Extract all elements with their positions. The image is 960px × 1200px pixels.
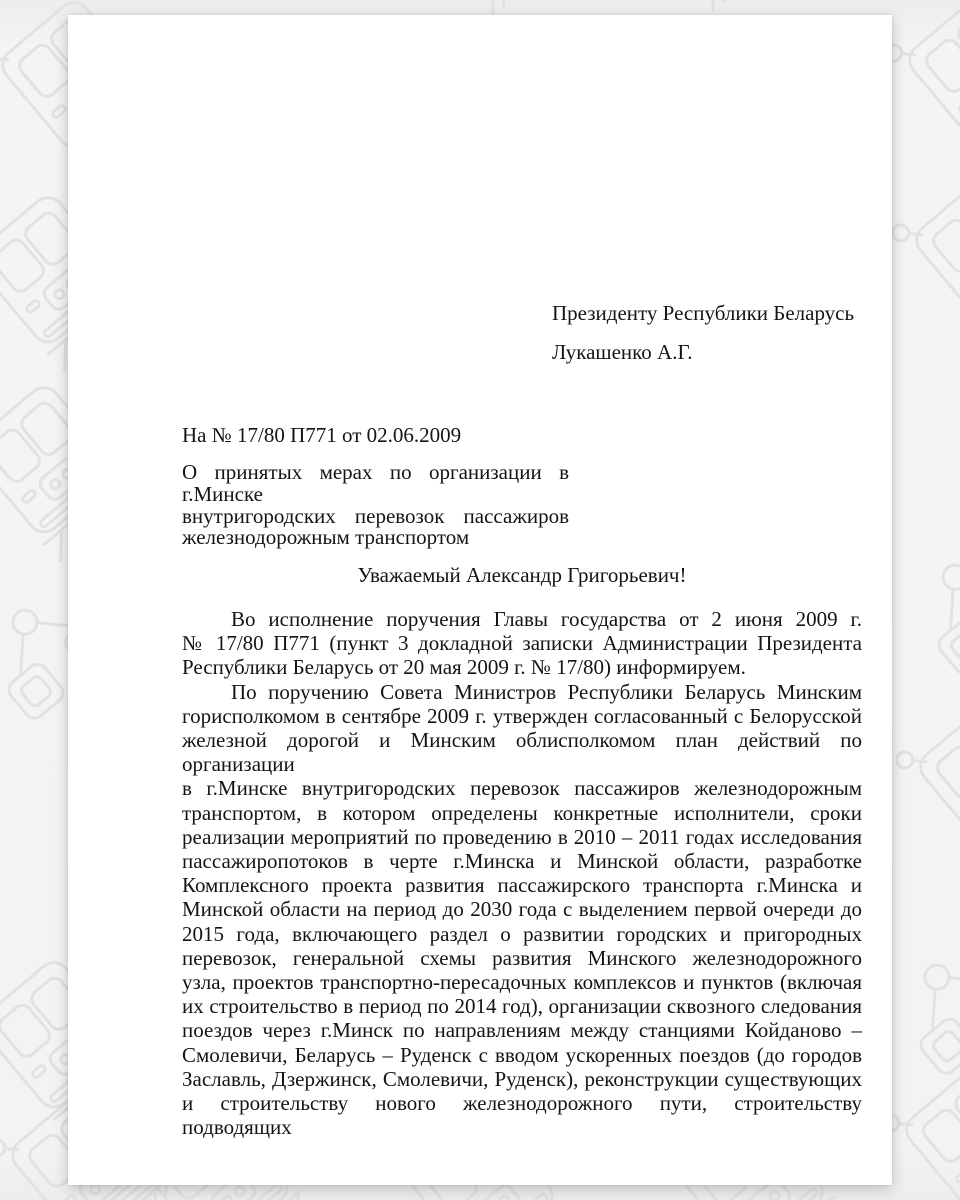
subject-line: железнодорожным транспортом [182,525,470,550]
body-line: Смолевичи, Беларусь – Руденск с вводом ускоренных поездов (до городов [182,1042,862,1067]
reference-line: На № 17/80 П771 от 02.06.2009 [182,423,462,447]
subject-line: О принятых мерах по организации в г.Минске [182,460,569,506]
body-line: и строительству нового железнодорожного пути, строительству подводящих [182,1091,862,1140]
body-line: Минской области на период до 2030 года с выделением первой очереди до [182,897,862,922]
paragraph-1 [182,607,862,680]
body-line: перевозок, генеральной схемы развития Минского железнодорожного [182,945,862,970]
subject-line: внутригородских перевозок пассажиров [182,503,569,528]
body-line: узла, проектов транспортно-пересадочных комплексов и пунктов (включая [182,970,862,995]
body-line: в г.Минске внутригородских перевозок пассажиров железнодорожным [182,776,862,801]
body-line: горисполкомом в сентябре 2009 г. утвержден согласованный с Белорусской [182,703,862,728]
subject-block [182,462,569,549]
salutation: Уважаемый Александр Григорьевич! [357,563,687,587]
body-line: № 17/80 П771 (пункт 3 докладной записки Администрации Президента [182,631,862,656]
body-line: реализации мероприятий по проведению в 2010 – 2011 годах исследования [182,824,862,849]
addressee-block [552,301,854,379]
addressee-line-2: Лукашенко А.Г. [552,340,693,364]
body-line: 2015 года, включающего раздел о развитии городских и пригородных [182,921,862,946]
addressee-line-1: Президенту Республики Беларусь [552,301,855,325]
body-line: их строительство в период по 2014 год), организации сквозного следования [182,994,862,1019]
body-line: пассажиропотоков в черте г.Минска и Минской области, разработке [182,849,862,874]
paragraph-2 [182,680,862,1140]
body-line: железной дорогой и Минским облисполкомом план действий по организации [182,728,862,777]
body-line: Комплексного проекта развития пассажирского транспорта г.Минска и [182,873,862,898]
body-line: По поручению Совета Министров Республики Беларусь Минским [231,679,862,704]
document-page [68,15,892,1185]
body-line: поездов через г.Минск по направлениям между станциями Койданово – [182,1018,862,1043]
body-line: Республики Беларусь от 20 мая 2009 г. № 17/80) информируем. [182,655,746,680]
letter-body [182,607,862,1139]
body-line: Заславль, Дзержинск, Смолевичи, Руденск), реконструкции существующих [182,1066,862,1091]
body-line: Во исполнение поручения Главы государства от 2 июня 2009 г. [231,607,862,631]
body-line: транспортом, в котором определены конкретные исполнители, сроки [182,800,862,825]
